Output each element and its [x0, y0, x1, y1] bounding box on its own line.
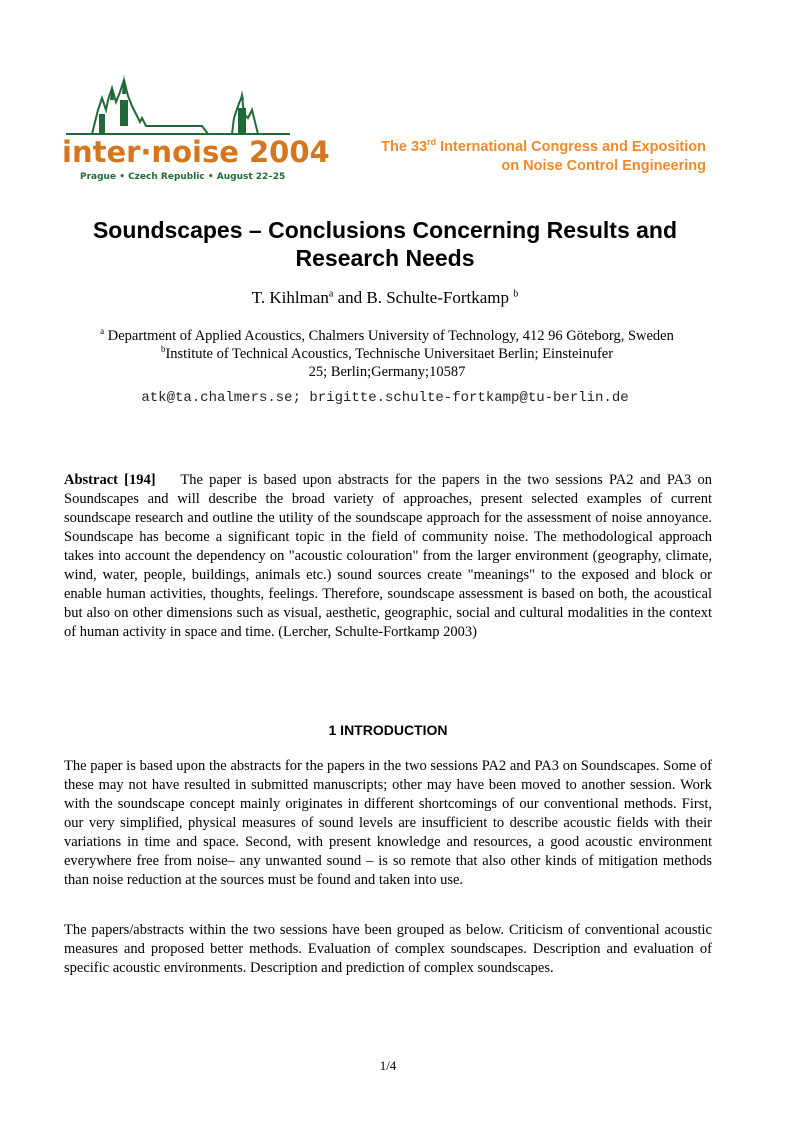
congress-line1-pre: The 33	[381, 139, 428, 155]
author-1-affil-mark: a	[328, 288, 334, 300]
author-emails: atk@ta.chalmers.se; brigitte.schulte-fortkamp@tu-berlin.de	[141, 390, 629, 406]
logo-subtitle: Prague • Czech Republic • August 22–25	[80, 172, 286, 182]
congress-line1-sup: rd	[427, 137, 437, 148]
affiliation-b-mark: b	[160, 344, 166, 355]
abstract-text: The paper is based upon abstracts for the papers in the two sessions PA2 and PA3 on Soundscapes and will describe the broad variety of approaches, present selected examples of current soundscape research and outline the utility of the soundscape approach for the assessment of noise annoyance. Soundscape has become a significant topic in the field of community noise. The methodological approach takes into account the dependency on "acoustic colouration" from the larger environment (geography, climate, wind, water, people, buildings, animals etc.) sound sources create "meanings" to the exposed and block or enable human activities, thoughts, feelings. Therefore, soundscape assessment is based on both, the acoustical but also on other dimensions such as visual, aesthetic, geographic, social and cultural modalities in the context of human activity in space and time. (Lercher, Schulte-Fortkamp 2003)	[64, 472, 713, 640]
paper-title: Soundscapes – Conclusions Concerning Results and Research Needs	[92, 217, 678, 271]
author-1: T. Kihlman	[251, 288, 329, 307]
affiliation-a	[62, 327, 712, 345]
intro-paragraph-2: The papers/abstracts within the two sessions have been grouped as below. Criticism of conventional acoustic measures and proposed better methods. Evaluation of complex soundscapes. Description and evaluation of specific acoustic environments. Description and prediction of complex soundscapes.	[64, 922, 712, 976]
logo-wordmark: inter·noise 2004	[62, 135, 330, 169]
abstract	[64, 471, 712, 642]
affiliation-a-mark: a	[100, 326, 105, 337]
congress-title	[286, 138, 706, 176]
prague-skyline-icon	[62, 70, 294, 142]
section-heading-introduction: 1 INTRODUCTION	[328, 722, 448, 738]
congress-line1-post: International Congress and Exposition	[436, 139, 706, 155]
intro-paragraph-1: The paper is based upon the abstracts for the papers in the two sessions PA2 and PA3 on Soundscapes. Some of these may not have resulted in submitted manuscripts; other may have been moved to another session. Work with the soundscape concept mainly originates in different shortcomings of our conventional methods. First, our very simplified, physical measures of sound levels are insufficient to describe acoustic fields with their variations in time and space. Second, with present knowledge and resources, a good acoustic environment everywhere free from noise– any unwanted sound – is so remote that also other kinds of mitigation methods than noise reduction at the sources must be found and taken into use.	[64, 758, 712, 888]
affiliation-b-text: Institute of Technical Acoustics, Technische Universitaet Berlin; Einsteinufer 25; Berlin;Germany;10587	[165, 346, 614, 380]
affiliations	[62, 327, 712, 381]
authors	[60, 288, 710, 308]
affiliation-b	[62, 345, 712, 381]
page-number: 1/4	[379, 1058, 397, 1073]
abstract-label: Abstract [194]	[64, 472, 156, 488]
author-2: and B. Schulte-Fortkamp	[333, 288, 514, 307]
author-2-affil-mark: b	[513, 288, 519, 300]
conference-logo	[62, 70, 330, 192]
affiliation-a-text: Department of Applied Acoustics, Chalmers University of Technology, 412 96 Göteborg, Sweden	[104, 328, 674, 344]
congress-line2: on Noise Control Engineering	[501, 158, 706, 174]
